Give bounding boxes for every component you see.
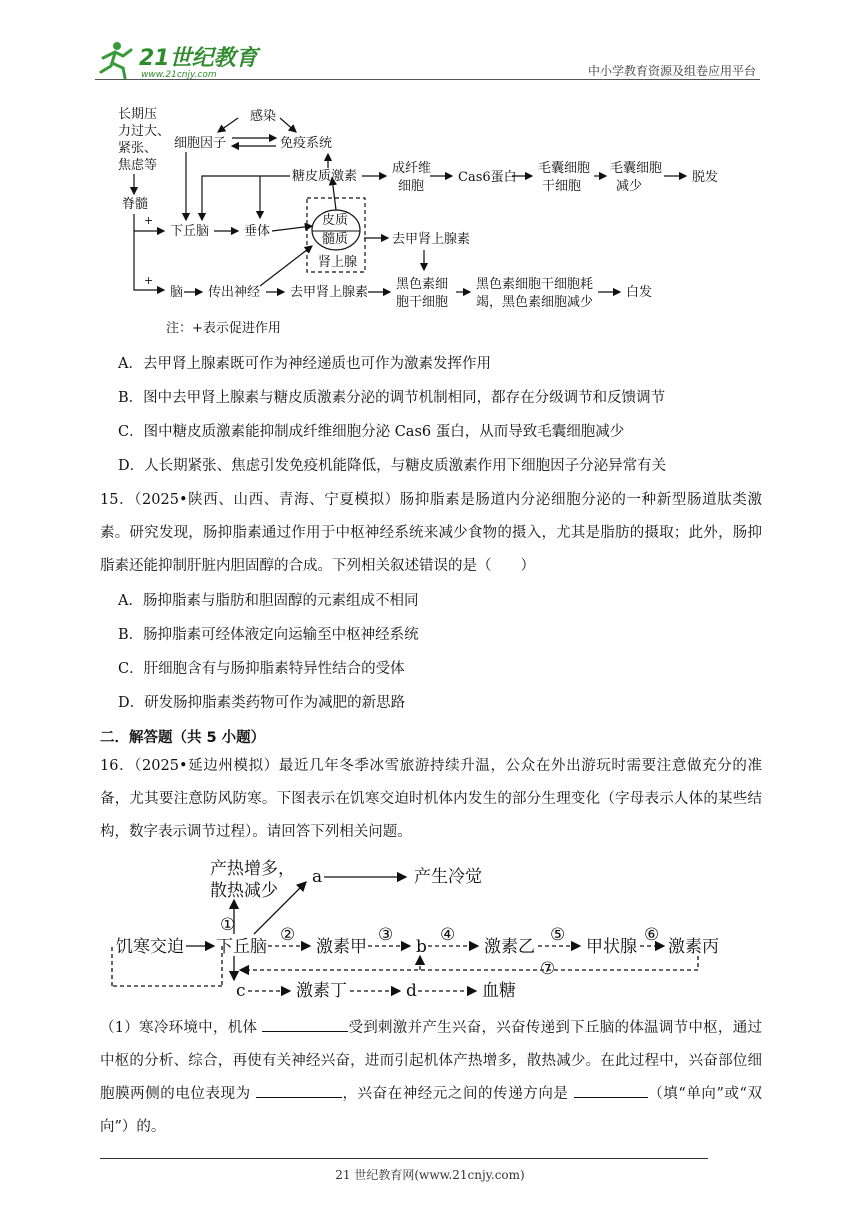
glucocorticoid-label: 糖皮质激素 <box>292 169 358 184</box>
stress-label <box>118 107 170 173</box>
plus-sign-2: + <box>144 274 154 287</box>
cortex-label: 皮质 <box>322 213 349 228</box>
pituitary-label: 垂体 <box>244 224 271 239</box>
page-header <box>95 38 760 80</box>
norepi-label-1: 去甲肾上腺素 <box>392 232 471 247</box>
diagram-note: 注：+表示促进作用 <box>166 321 281 336</box>
hormone-d-node: 激素丁 <box>296 981 347 1001</box>
footer-text: 21 世纪教育网(www.21cnjy.com) <box>335 1168 525 1182</box>
hypothalamus-label: 下丘脑 <box>170 224 210 239</box>
num-4: ④ <box>440 925 456 945</box>
svg-text:黑色素细: 黑色素细 <box>396 277 449 292</box>
svg-text:黑色素细胞干细胞耗: 黑色素细胞干细胞耗 <box>476 277 594 292</box>
node-c: c <box>236 981 246 1001</box>
svg-text:长期压: 长期压 <box>118 107 158 122</box>
infection-label: 感染 <box>250 109 277 124</box>
num-3: ③ <box>378 925 394 945</box>
svg-text:产热增多，: 产热增多， <box>210 859 295 879</box>
cold-feeling-label: 产生冷觉 <box>414 867 482 887</box>
q14-option-d: D．人长期紧张、焦虑引发免疫机能降低，与糖皮质激素作用下细胞因子分泌异常有关 <box>118 458 667 474</box>
q16-stem: 16．（2025•延边州模拟）最近几年冬季冰雪旅游持续升温，公众在外出游玩时需要注意做充分的准备，尤其要注意防风防寒。下图表示在饥寒交迫时机体内发生的部分生理变化（字母表示人体的某些结构，数字表示调节过程）。请回答下列相关问题。 <box>100 758 762 840</box>
hair-stem-label <box>538 160 590 194</box>
cold-hungry-label: 饥寒交迫 <box>116 937 184 957</box>
num-1: ① <box>220 915 236 935</box>
node-a: a <box>312 867 323 887</box>
hair-reduce-label <box>610 160 662 194</box>
q15-option-a: A．肠抑脂素与脂肪和胆固醇的元素组成不相同 <box>118 593 419 609</box>
hypothalamus-node: 下丘脑 <box>216 937 267 957</box>
svg-text:散热减少: 散热减少 <box>210 881 278 901</box>
q16-part1-text-4: （填“单向”或“双向”）的。 <box>100 1086 763 1135</box>
num-5: ⑤ <box>550 925 566 945</box>
q14-option-b: B．图中去甲肾上腺素与糖皮质激素分泌的调节机制相同，都存在分级调节和反馈调节 <box>118 390 666 406</box>
answer-blank-3[interactable] <box>574 1083 648 1098</box>
thyroid-node: 甲状腺 <box>586 937 637 957</box>
answer-blank-2[interactable] <box>256 1083 342 1098</box>
q16-part1-text-2: 受到刺激并产生兴奋，兴奋传递到下丘脑的体温调节中枢，通过中枢的分析、综合，再使有关神经兴奋，进而引起机体产热增多，散热减少。在此过程中，兴奋部位细胞膜两侧的电位表现为 <box>100 1020 762 1102</box>
blood-sugar-node: 血糖 <box>482 981 516 1001</box>
brain-label: 脑 <box>170 285 184 300</box>
num-7: ⑦ <box>540 959 556 979</box>
svg-text:力过大、: 力过大、 <box>118 124 171 139</box>
svg-text:竭，黑色素细胞减少: 竭，黑色素细胞减少 <box>476 295 594 310</box>
fibroblast-label <box>392 160 431 194</box>
svg-text:成纤维: 成纤维 <box>392 161 432 176</box>
cas6-label: Cas6蛋白 <box>458 170 517 185</box>
efferent-label: 传出神经 <box>208 285 261 300</box>
svg-text:胞干细胞: 胞干细胞 <box>396 295 449 310</box>
svg-text:毛囊细胞: 毛囊细胞 <box>610 161 663 176</box>
adrenal-label: 肾上腺 <box>318 255 358 270</box>
runner-icon <box>101 42 131 78</box>
cytokine-label: 细胞因子 <box>174 136 227 151</box>
platform-name: 中小学教育资源及组卷应用平台 <box>587 64 756 78</box>
logo-url: www.21cnjy.com <box>141 70 217 80</box>
melano-stem-label <box>396 277 448 310</box>
stress-hair-diagram <box>100 100 740 345</box>
section-title: 二．解答题（共 5 小题） <box>100 730 266 746</box>
node-b: b <box>416 937 427 957</box>
q15-option-b: B．肠抑脂素可经体液定向运输至中枢神经系统 <box>118 627 419 643</box>
norepi-label-2: 去甲肾上腺素 <box>290 285 369 300</box>
header-divider <box>95 79 760 80</box>
hair-loss-label: 脱发 <box>692 170 719 185</box>
hormone-c-node: 激素丙 <box>668 937 719 957</box>
footer-divider <box>100 1158 708 1159</box>
svg-text:焦虑等: 焦虑等 <box>118 158 158 173</box>
hormone-a-node: 激素甲 <box>316 937 367 957</box>
white-hair-label: 白发 <box>626 285 653 300</box>
q15-option-d: D．研发肠抑脂素类药物可作为减肥的新思路 <box>118 695 406 711</box>
svg-text:减少: 减少 <box>616 179 643 194</box>
q16-part1-text-1: （1）寒冷环境中，机体 <box>100 1020 263 1036</box>
num-6: ⑥ <box>644 925 660 945</box>
svg-text:毛囊细胞: 毛囊细胞 <box>538 161 591 176</box>
q16-part1 <box>100 1012 762 1144</box>
site-logo <box>95 38 265 80</box>
answer-blank-1[interactable] <box>262 1017 348 1032</box>
num-2: ② <box>280 925 296 945</box>
melano-result-label <box>476 276 593 310</box>
logo-text: 21世纪教育 <box>139 46 258 71</box>
q15-stem: 15．（2025•陕西、山西、青海、宁夏模拟）肠抑脂素是肠道内分泌细胞分泌的一种新型肠道肽类激素。研究发现，肠抑脂素通过作用于中枢神经系统来减少食物的摄入，尤其是脂肪的摄取；此外，肠抑脂素还能抑制肝脏内胆固醇的合成。下列相关叙述错误的是（ ） <box>100 492 762 574</box>
heat-change-label <box>210 859 295 901</box>
immune-label: 免疫系统 <box>280 136 333 151</box>
plus-sign-1: + <box>144 214 154 227</box>
q14-option-c: C．图中糖皮质激素能抑制成纤维细胞分泌 Cas6 蛋白，从而导致毛囊细胞减少 <box>118 424 625 440</box>
svg-text:紧张、: 紧张、 <box>118 141 158 156</box>
svg-text:细胞: 细胞 <box>398 179 425 194</box>
node-d: d <box>406 981 417 1001</box>
q15-option-c: C．肝细胞含有与肠抑脂素特异性结合的受体 <box>118 661 405 677</box>
q16-part1-text-3: ，兴奋在神经元之间的传递方向是 <box>341 1086 574 1102</box>
hormone-b-node: 激素乙 <box>484 937 535 957</box>
medulla-label: 髓质 <box>322 232 349 247</box>
cold-regulation-diagram <box>110 852 750 1002</box>
q14-option-a: A．去甲肾上腺素既可作为神经递质也可作为激素发挥作用 <box>118 356 491 372</box>
spinal-label: 脊髓 <box>122 197 149 212</box>
svg-text:干细胞: 干细胞 <box>542 179 582 194</box>
